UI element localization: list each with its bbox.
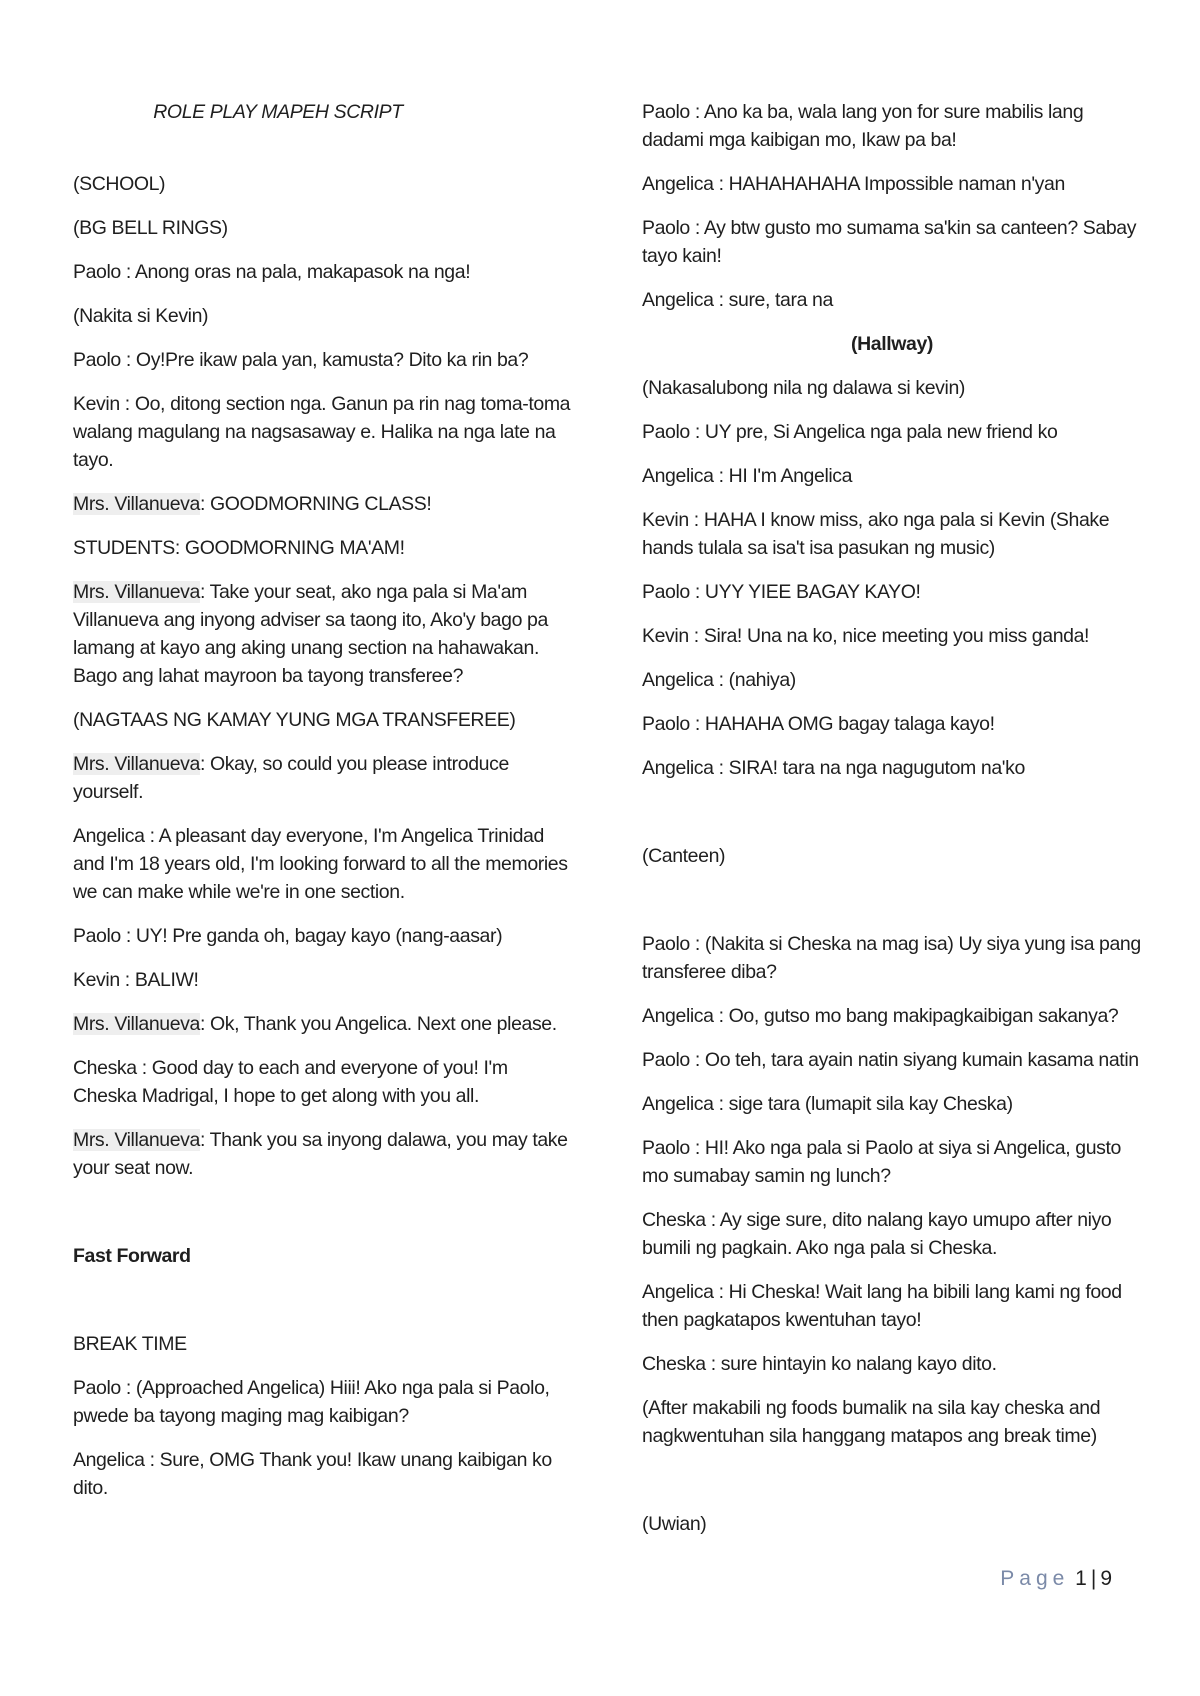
total-pages: 9	[1100, 1567, 1112, 1590]
script-line	[73, 490, 573, 518]
page-separator: |	[1090, 1567, 1097, 1590]
script-line: Angelica : sige tara (lumapit sila kay Cheska)	[642, 1093, 1013, 1115]
script-line: (NAGTAAS NG KAMAY YUNG MGA TRANSFEREE)	[73, 709, 516, 731]
dialogue-text: : GOODMORNING CLASS!	[199, 493, 432, 515]
page-label: Page	[1000, 1567, 1070, 1590]
script-line: Cheska : sure hintayin ko nalang kayo dito.	[642, 1353, 997, 1375]
script-line: (Nakasalubong nila ng dalawa si kevin)	[642, 377, 965, 399]
script-line: Angelica : SIRA! tara na nga nagugutom na'ko	[642, 757, 1025, 779]
speaker-name: Mrs. Villanueva	[73, 493, 200, 515]
blank-line	[642, 798, 1142, 826]
script-line: BREAK TIME	[73, 1333, 187, 1355]
script-line: Paolo : Ano ka ba, wala lang yon for sure mabilis lang dadami mga kaibigan mo, Ikaw pa ba!	[642, 101, 1084, 151]
script-line: Kevin : HAHA I know miss, ako nga pala si Kevin (Shake hands tulala sa isa't isa pasukan ng music)	[642, 509, 1110, 559]
left-column	[73, 98, 573, 1518]
script-line: Paolo : (Nakita si Cheska na mag isa) Uy siya yung isa pang transferee diba?	[642, 933, 1141, 983]
script-line: STUDENTS: GOODMORNING MA'AM!	[73, 537, 405, 559]
script-line: Angelica : (nahiya)	[642, 669, 796, 691]
script-line: Paolo : Ay btw gusto mo sumama sa'kin sa canteen? Sabay tayo kain!	[642, 217, 1137, 267]
script-line: Cheska : Good day to each and everyone of you! I'm Cheska Madrigal, I hope to get along with you all.	[73, 1057, 508, 1107]
script-line	[73, 1010, 573, 1038]
speaker-name: Mrs. Villanueva	[73, 1013, 200, 1035]
script-line: Angelica : HAHAHAHAHA Impossible naman n'yan	[642, 173, 1065, 195]
scene-heading: (Hallway)	[850, 333, 933, 355]
blank-line	[73, 1198, 573, 1226]
scene-heading: (Canteen)	[642, 845, 726, 867]
script-line: Paolo : Anong oras na pala, makapasok na nga!	[73, 261, 471, 283]
scene-heading: (Uwian)	[642, 1513, 707, 1535]
blank-line	[73, 1286, 573, 1314]
script-line: Angelica : HI I'm Angelica	[642, 465, 853, 487]
dialogue-text: : Ok, Thank you Angelica. Next one please.	[199, 1013, 557, 1035]
blank-line	[642, 1466, 1142, 1494]
script-line: Paolo : HI! Ako nga pala si Paolo at siya si Angelica, gusto mo sumabay samin ng lunch?	[642, 1137, 1121, 1187]
script-line: (Nakita si Kevin)	[73, 305, 209, 327]
section-heading: Fast Forward	[73, 1245, 191, 1267]
script-line: Kevin : Oo, ditong section nga. Ganun pa rin nag toma-toma walang magulang na nagsasaway e. Halika na nga late na tayo.	[73, 393, 571, 471]
script-line: Angelica : Hi Cheska! Wait lang ha bibili lang kami ng food then pagkatapos kwentuhan tayo!	[642, 1281, 1122, 1331]
script-line: Paolo : UY pre, Si Angelica nga pala new friend ko	[642, 421, 1058, 443]
script-line: Angelica : A pleasant day everyone, I'm Angelica Trinidad and I'm 18 years old, I'm looking forward to all the memories we can make while we're in one section.	[73, 825, 568, 903]
script-line: Paolo : HAHAHA OMG bagay talaga kayo!	[642, 713, 995, 735]
script-line: (After makabili ng foods bumalik na sila kay cheska and nagkwentuhan sila hanggang matapos ang break time)	[642, 1397, 1101, 1447]
script-line: Paolo : UY! Pre ganda oh, bagay kayo (nang-aasar)	[73, 925, 503, 947]
document-title: ROLE PLAY MAPEH SCRIPT	[153, 101, 403, 123]
script-line: (BG BELL RINGS)	[73, 217, 228, 239]
speaker-name: Mrs. Villanueva	[73, 1129, 200, 1151]
script-line	[73, 1126, 573, 1182]
right-column	[642, 98, 1142, 1554]
script-line: Angelica : sure, tara na	[642, 289, 833, 311]
script-line	[73, 750, 573, 806]
script-line: Angelica : Oo, gutso mo bang makipagkaibigan sakanya?	[642, 1005, 1119, 1027]
page-number-footer	[0, 1567, 1112, 1591]
script-line: Paolo : UYY YIEE BAGAY KAYO!	[642, 581, 921, 603]
blank-line	[642, 886, 1142, 914]
dialogue-text: : Thank you sa inyong dalawa, you may take your seat now.	[73, 1129, 568, 1179]
current-page: 1	[1075, 1567, 1087, 1590]
script-line: Cheska : Ay sige sure, dito nalang kayo umupo after niyo bumili ng pagkain. Ako nga pala si Cheska.	[642, 1209, 1112, 1259]
speaker-name: Mrs. Villanueva	[73, 753, 200, 775]
script-line: Paolo : Oo teh, tara ayain natin siyang kumain kasama natin	[642, 1049, 1139, 1071]
script-line: Angelica : Sure, OMG Thank you! Ikaw unang kaibigan ko dito.	[73, 1449, 552, 1499]
dialogue-text: : Take your seat, ako nga pala si Ma'am Villanueva ang inyong adviser sa taong ito, Ako'y bago pa lamang at kayo ang aking unang section na hahawakan. Bago ang lahat mayroon ba tayong transferee?	[73, 581, 548, 687]
speaker-name: Mrs. Villanueva	[73, 581, 200, 603]
dialogue-text: : Okay, so could you please introduce yourself.	[73, 753, 509, 803]
script-line	[73, 578, 573, 690]
script-line: Paolo : Oy!Pre ikaw pala yan, kamusta? Dito ka rin ba?	[73, 349, 529, 371]
script-line: (SCHOOL)	[73, 173, 166, 195]
script-line: Kevin : Sira! Una na ko, nice meeting you miss ganda!	[642, 625, 1090, 647]
script-line: Kevin : BALIW!	[73, 969, 199, 991]
script-line: Paolo : (Approached Angelica) Hiii! Ako nga pala si Paolo, pwede ba tayong maging mag kaibigan?	[73, 1377, 550, 1427]
